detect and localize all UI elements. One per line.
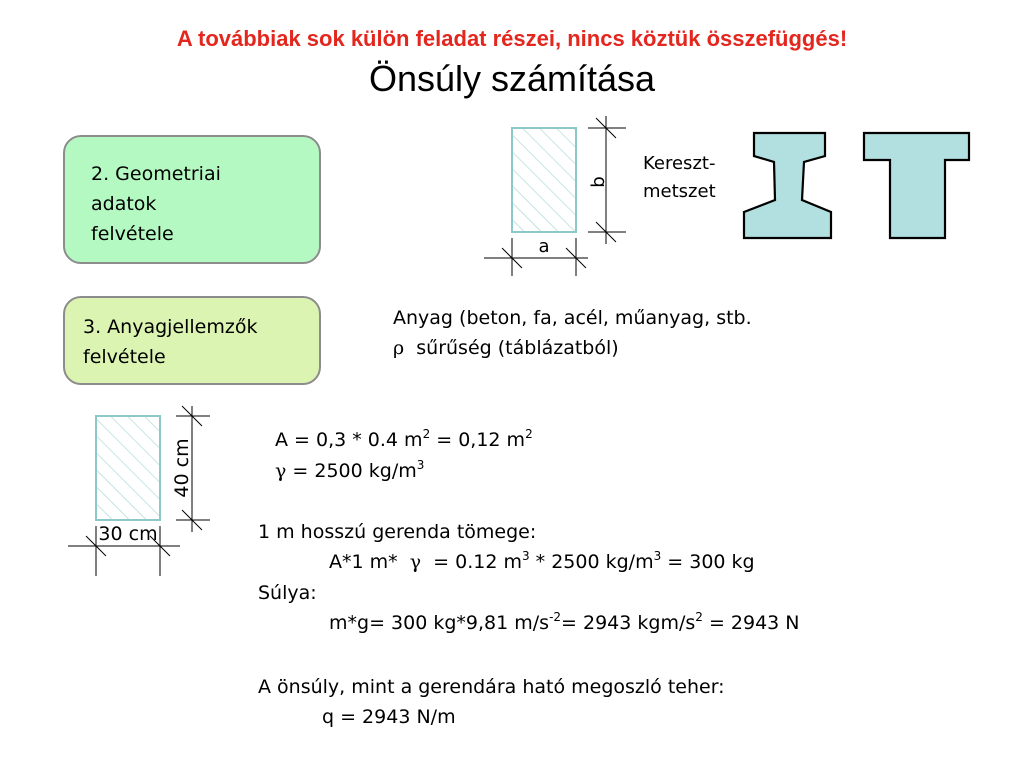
load-value: q = 2943 N/m (322, 706, 456, 728)
step-material-line: felvétele (83, 346, 166, 368)
profile-shapes (740, 128, 980, 248)
gamma-symbol: γ (409, 551, 422, 573)
mass-exponent: 3 (653, 549, 662, 563)
density-formula (275, 456, 424, 486)
gamma-symbol: γ (275, 460, 287, 482)
section-label-line: metszet (643, 181, 716, 202)
weight-exponent: -2 (549, 610, 562, 624)
step-geometry-line: 2. Geometriai (91, 163, 221, 185)
load-heading: A önsúly, mint a gerendára ható megoszló teher: (258, 676, 725, 698)
generic-section-diagram (470, 110, 640, 280)
weight-formula-part: = 2943 N (702, 612, 800, 634)
density-exponent: 3 (416, 458, 425, 472)
mass-formula-part: = 0.12 m (427, 551, 522, 573)
dim-label-b: b (588, 176, 609, 188)
mass-formula-part: * 2500 kg/m (529, 551, 654, 573)
generic-section-rect (512, 128, 576, 232)
material-density-text: sűrűség (táblázatból) (416, 337, 619, 359)
step-material-line: 3. Anyagjellemzők (83, 316, 258, 338)
material-line-1: Anyag (beton, fa, acél, műanyag, stb. (393, 307, 752, 329)
section-label-line: Kereszt- (643, 153, 716, 174)
step-geometry-line: adatok (91, 193, 157, 215)
area-formula (275, 425, 533, 455)
section-label (643, 150, 716, 206)
mass-exponent: 3 (522, 549, 530, 563)
weight-exponent: 2 (695, 610, 703, 624)
mass-formula-part: A*1 m* (329, 551, 398, 573)
step-geometry-line: felvétele (91, 223, 174, 245)
dim-label-height: 40 cm (171, 438, 193, 498)
area-exponent: 2 (422, 427, 431, 441)
mass-heading: 1 m hosszú gerenda tömege: (258, 521, 537, 543)
mass-formula (329, 547, 755, 577)
step-material-box (63, 296, 321, 385)
mass-formula-part: = 300 kg (661, 551, 755, 573)
density-formula-part: = 2500 kg/m (286, 460, 417, 482)
area-formula-part: A = 0,3 * 0.4 m (275, 429, 423, 451)
area-exponent: 2 (525, 427, 533, 441)
warning-note: A továbbiak sok külön feladat részei, nincs köztük összefüggés! (176, 26, 848, 51)
page-title: Önsúly számítása (368, 58, 656, 99)
i-beam-section-shape (744, 133, 831, 238)
example-section-diagram (60, 400, 220, 580)
step-geometry-box (63, 135, 321, 264)
dim-label-width: 30 cm (98, 523, 158, 545)
rho-symbol: ρ (393, 337, 405, 359)
weight-formula (329, 608, 800, 638)
example-section-rect (96, 416, 160, 520)
area-formula-part: = 0,12 m (430, 429, 526, 451)
weight-formula-part: = 2943 kgm/s (561, 612, 696, 634)
weight-heading: Súlya: (258, 582, 317, 604)
t-beam-section-shape (864, 133, 969, 238)
dim-label-a: a (538, 236, 550, 257)
weight-formula-part: m*g= 300 kg*9,81 m/s (329, 612, 550, 634)
material-line-2 (393, 333, 619, 363)
